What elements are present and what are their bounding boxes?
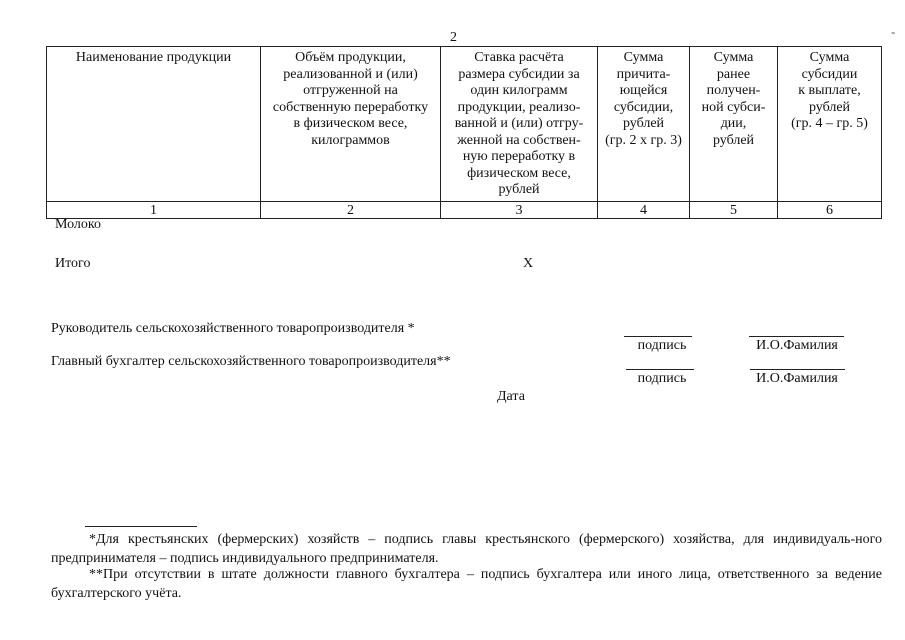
column-number: 4 (598, 202, 690, 219)
head-name-caption: И.О.Фамилия (756, 338, 838, 353)
header-volume: Объём продукции, реализованной и (или) отгруженной на собственную переработку в физическом весе, килограммов (261, 47, 441, 202)
subsidy-table (46, 46, 882, 219)
head-name-line (749, 336, 844, 337)
column-number-row (47, 202, 882, 219)
column-number: 3 (441, 202, 598, 219)
row-label-total: Итого (55, 256, 91, 271)
column-number: 1 (47, 202, 261, 219)
page-number: 2 (450, 30, 457, 45)
corner-mark: - (891, 24, 896, 39)
date-label: Дата (497, 389, 525, 404)
head-signature-line (624, 336, 692, 337)
header-product-name: Наименование продукции (47, 47, 261, 202)
row-label-milk: Молоко (55, 217, 101, 232)
column-number: 2 (261, 202, 441, 219)
accountant-name-line (750, 369, 845, 370)
total-x-mark: Х (523, 256, 534, 271)
column-number: 6 (778, 202, 882, 219)
head-signature-label: Руководитель сельскохозяйственного товаропроизводителя * (51, 321, 415, 336)
accountant-name-caption: И.О.Фамилия (756, 371, 838, 386)
column-number: 5 (690, 202, 778, 219)
footnote-1: *Для крестьянских (фермерских) хозяйств – подпись главы крестьянского (фермерского) хозяйства, для индивидуаль-ного предпринимателя – подпись индивидуального предпринимателя. (51, 532, 882, 566)
accountant-signature-line (626, 369, 694, 370)
accountant-signature-label: Главный бухгалтер сельскохозяйственного товаропроизводителя** (51, 354, 451, 369)
footnote-2: **При отсутствии в штате должности главного бухгалтера – подпись бухгалтера или иного лица, ответственного за ведение бухгалтерского учёта. (51, 567, 882, 601)
header-received-amount: Сумма ранее получен- ной субси- дии, рублей (690, 47, 778, 202)
table-header-row (47, 47, 882, 202)
head-signature-caption: подпись (637, 338, 687, 353)
footnote-separator (85, 526, 197, 527)
header-due-amount: Сумма причита- ющейся субсидии, рублей (гр. 2 х гр. 3) (598, 47, 690, 202)
header-payout-amount: Сумма субсидии к выплате, рублей (гр. 4 – гр. 5) (778, 47, 882, 202)
accountant-signature-caption: подпись (637, 371, 687, 386)
header-rate: Ставка расчёта размера субсидии за один килограмм продукции, реализо- ванной и (или) отгру- женной на собствен- ную переработку в физическом весе, рублей (441, 47, 598, 202)
